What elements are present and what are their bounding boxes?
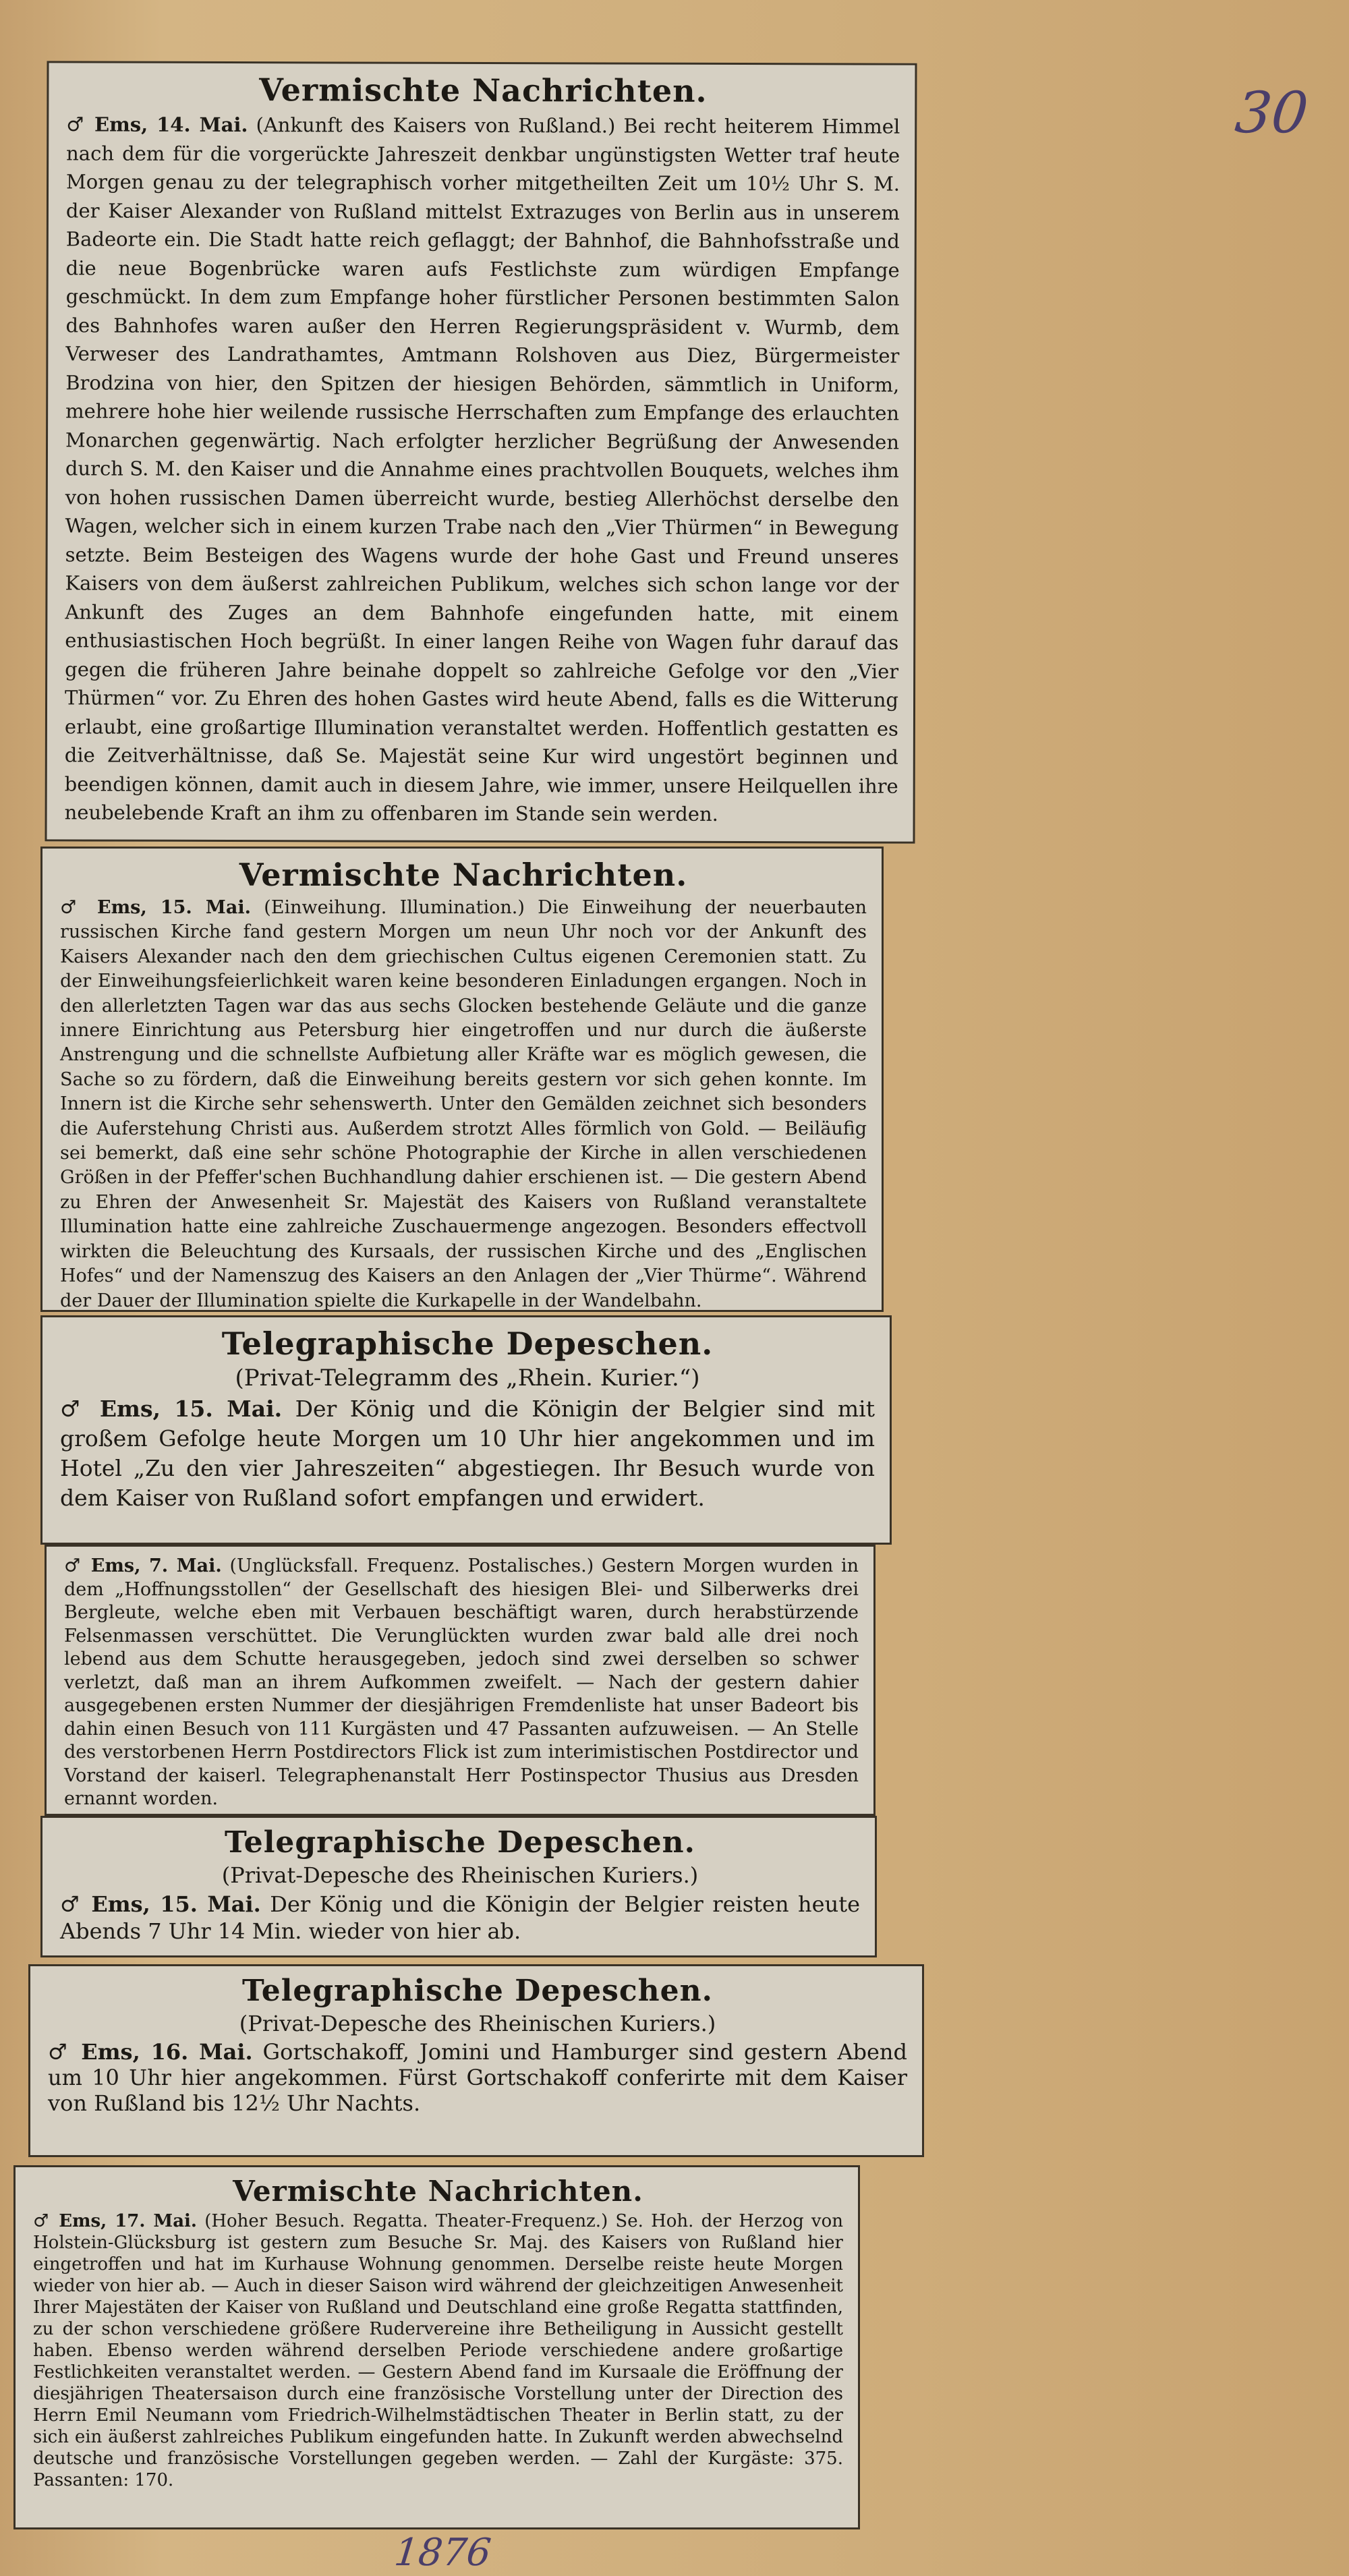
clipping-body [60,1891,860,1945]
clipping-body [48,2039,907,2116]
news-clipping-6 [28,1964,924,2157]
news-clipping-2 [40,847,884,1312]
clipping-subheading: (Privat-Depesche des Rheinischen Kuriers.) [239,2011,716,2036]
news-clipping-1 [45,61,917,843]
page-number-annotation: 30 [1232,80,1312,146]
clipping-subheading: (Privat-Telegramm des „Rhein. Kurier.“) [235,1365,700,1392]
clipping-text: (Einweihung. Illumination.) Die Einweihung der neuerbauten russischen Kirche fand gestern Morgen um neun Uhr noch vor der Ankunft des Kaisers Alexander nach den dem griechischen Cultus eigenen Ceremonien statt. Zu der Einweihungsfeierlichkeit waren keine besonderen Einladungen ergangen. Noch in den allerletzten Tagen war das aus sechs Glocken bestehende Geläute und die ganze innere Einrichtung aus Petersburg hier eingetroffen und nur durch die äußerste Anstrengung und die schnellste Aufbietung aller Kräfte war es möglich gewesen, die Sache so zu fördern, daß die Einweihung bereits gestern vor sich gehen konnte. Im Innern ist die Kirche sehr sehenswerth. Unter den Gemälden zeichnet sich besonders die Auferstehung Christi aus. Außerdem strotzt Alles förmlich von Gold. — Beiläufig sei bemerkt, daß eine sehr schöne Photographie der Kirche in allen verschiedenen Größen in der Pfeffer'schen Buchhandlung dahier erschienen ist. — Die gestern Abend zu Ehren der Anwesenheit Sr. Majestät des Kaisers von Rußland veranstaltete Illumination hatte eine zahlreiche Zuschauermenge angezogen. Besonders effectvoll wirkten die Beleuchtung des Kursaals, der russischen Kirche und des „Englischen Hofes“ und der Namenszug des Kaisers an den Anlagen der „Vier Thürme“. Während der Dauer der Illumination spielte die Kurkapelle in der Wandelbahn. [60,897,867,1311]
clipping-dateline: ♂ Ems, 15. Mai. [60,897,251,918]
clipping-heading: Vermischte Nachrichten. [259,71,708,109]
news-clipping-3 [40,1315,892,1545]
clipping-heading: Vermischte Nachrichten. [239,857,688,893]
clipping-body [60,1394,875,1513]
clipping-heading: Telegraphische Depeschen. [242,1974,713,2008]
clipping-body [65,110,900,829]
clipping-body [60,896,867,1312]
clipping-heading: Vermischte Nachrichten. [233,2175,643,2208]
clipping-text: (Unglücksfall. Frequenz. Postalisches.) Gestern Morgen wurden in dem „Hoffnungsstollen“ der Gesellschaft des hiesigen Blei- und Silberwerks drei Bergleute, welche eben mit Verbauen beschäftigt waren, durch herabstürzende Felsenmassen verschüttet. Die Verunglückten wurden zwar bald alle drei noch lebend aus dem Schutte herausgegeben, jedoch sind zwei derselben so schwer verletzt, daß man an ihrem Aufkommen zweifelt. — Nach der gestern dahier ausgegebenen ersten Nummer der diesjährigen Fremdenliste hat unser Badeort bis dahin einen Besuch von 111 Kurgästen und 47 Passanten aufzuweisen. — An Stelle des verstorbenen Herrn Postdirectors Flick ist zum interimistischen Postdirector und Vorstand der kaiserl. Telegraphenanstalt Herr Postinspector Thusius aus Dresden ernannt worden. [64,1555,859,1809]
clipping-text: Gortschakoff, Jomini und Hamburger sind gestern Abend um 10 Uhr hier angekommen. Fürst Gortschakoff conferirte mit dem Kaiser von Rußland bis 12½ Uhr Nachts. [48,2039,908,2116]
clipping-dateline: ♂ Ems, 15. Mai. [60,1891,261,1917]
news-clipping-4 [45,1545,876,1816]
year-annotation: 1876 [392,2531,493,2575]
clipping-dateline: ♂ Ems, 15. Mai. [60,1396,283,1422]
clipping-heading: Telegraphische Depeschen. [225,1825,695,1860]
clipping-dateline: ♂ Ems, 16. Mai. [48,2039,253,2065]
news-clipping-7 [13,2165,860,2529]
clipping-dateline: ♂ Ems, 14. Mai. [66,113,248,137]
clipping-heading: Telegraphische Depeschen. [221,1325,714,1362]
clipping-text: Der König und die Königin der Belgier reisten heute Abends 7 Uhr 14 Min. wieder von hier ab. [60,1891,861,1944]
clipping-text: Der König und die Königin der Belgier sind mit großem Gefolge heute Morgen um 10 Uhr hier angekommen und im Hotel „Zu den vier Jahreszeiten“ abgestiegen. Ihr Besuch wurde von dem Kaiser von Rußland sofort empfangen und erwidert. [60,1396,875,1511]
clipping-subheading: (Privat-Depesche des Rheinischen Kuriers.) [221,1862,699,1888]
clipping-dateline: ♂ Ems, 7. Mai. [64,1555,222,1576]
clipping-text: (Hoher Besuch. Regatta. Theater-Frequenz.) Se. Hoh. der Herzog von Holstein-Glücksburg ist gestern zum Besuche Sr. Maj. des Kaisers von Rußland hier eingetroffen und hat im Kurhause Wohnung genommen. Derselbe reiste heute Morgen wieder von hier ab. — Auch in dieser Saison wird während der gleichzeitigen Anwesenheit Ihrer Majestäten der Kaiser von Rußland und Deutschland eine große Regatta stattfinden, zu der schon verschiedene größere Rudervereine ihre Betheiligung in Aussicht gestellt haben. Ebenso werden während derselben Periode verschiedene andere großartige Festlichkeiten veranstaltet werden. — Gestern Abend fand im Kursaale die Eröffnung der diesjährigen Theatersaison durch eine französische Vorstellung unter der Direction des Herrn Emil Neumann vom Friedrich-Wilhelmstädtischen Theater in Berlin statt, zu der sich ein äußerst zahlreiches Publikum eingefunden hatte. In Zukunft werden abwechselnd deutsche und französische Vorstellungen gegeben werden. — Zahl der Kurgäste: 375. Passanten: 170. [33,2211,844,2490]
clipping-body [64,1555,859,1811]
clipping-dateline: ♂ Ems, 17. Mai. [33,2211,197,2231]
clipping-text: (Ankunft des Kaisers von Rußland.) Bei recht heiterem Himmel nach dem für die vorgerückte Jahreszeit denkbar ungünstigsten Wetter traf heute Morgen genau zu der telegraphisch vorher mitgetheilten Zeit um 10½ Uhr S. M. der Kaiser Alexander von Rußland mittelst Extrazuges von Berlin aus in unserem Badeorte ein. Die Stadt hatte reich geflaggt; der Bahnhof, die Bahnhofsstraße und die neue Bogenbrücke waren aufs Festlichste zum würdigen Empfange geschmückt. In dem zum Empfange hoher fürstlicher Personen bestimmten Salon des Bahnhofes waren außer den Herren Regierungspräsident v. Wurmb, dem Verweser des Landrathamtes, Amtmann Rolshoven aus Diez, Bürgermeister Brodzina von hier, den Spitzen der hiesigen Behörden, sämmtlich in Uniform, mehrere hohe hier weilende russische Herrschaften zum Empfange des erlauchten Monarchen gegenwärtig. Nach erfolgter herzlicher Begrüßung der Anwesenden durch S. M. den Kaiser und die Annahme eines prachtvollen Bouquets, welches ihm von hohen russischen Damen überreicht wurde, bestieg Allerhöchst derselbe den Wagen, welcher sich in einem kurzen Trabe nach den „Vier Thürmen“ in Bewegung setzte. Beim Besteigen des Wagens wurde der hohe Gast und Freund unseres Kaisers von dem äußerst zahlreichen Publikum, welches sich schon lange vor der Ankunft des Zuges an dem Bahnhofe eingefunden hatte, mit einem enthusiastischen Hoch begrüßt. In einer langen Reihe von Wagen fuhr darauf das gegen die früheren Jahre beinahe doppelt so zahlreiche Gefolge vor den „Vier Thürmen“ vor. Zu Ehren des hohen Gastes wird heute Abend, falls es die Witterung erlaubt, eine großartige Illumination veranstaltet werden. Hoffentlich gestatten es die Zeitverhältnisse, daß Se. Majestät seine Kur wird ungestört beginnen und beendigen können, damit auch in diesem Jahre, wie immer, unsere Heilquellen ihre neubelebende Kraft an ihm zu offenbaren im Stande sein werden. [64,113,900,826]
clipping-body [33,2210,843,2491]
news-clipping-5 [40,1816,877,1957]
